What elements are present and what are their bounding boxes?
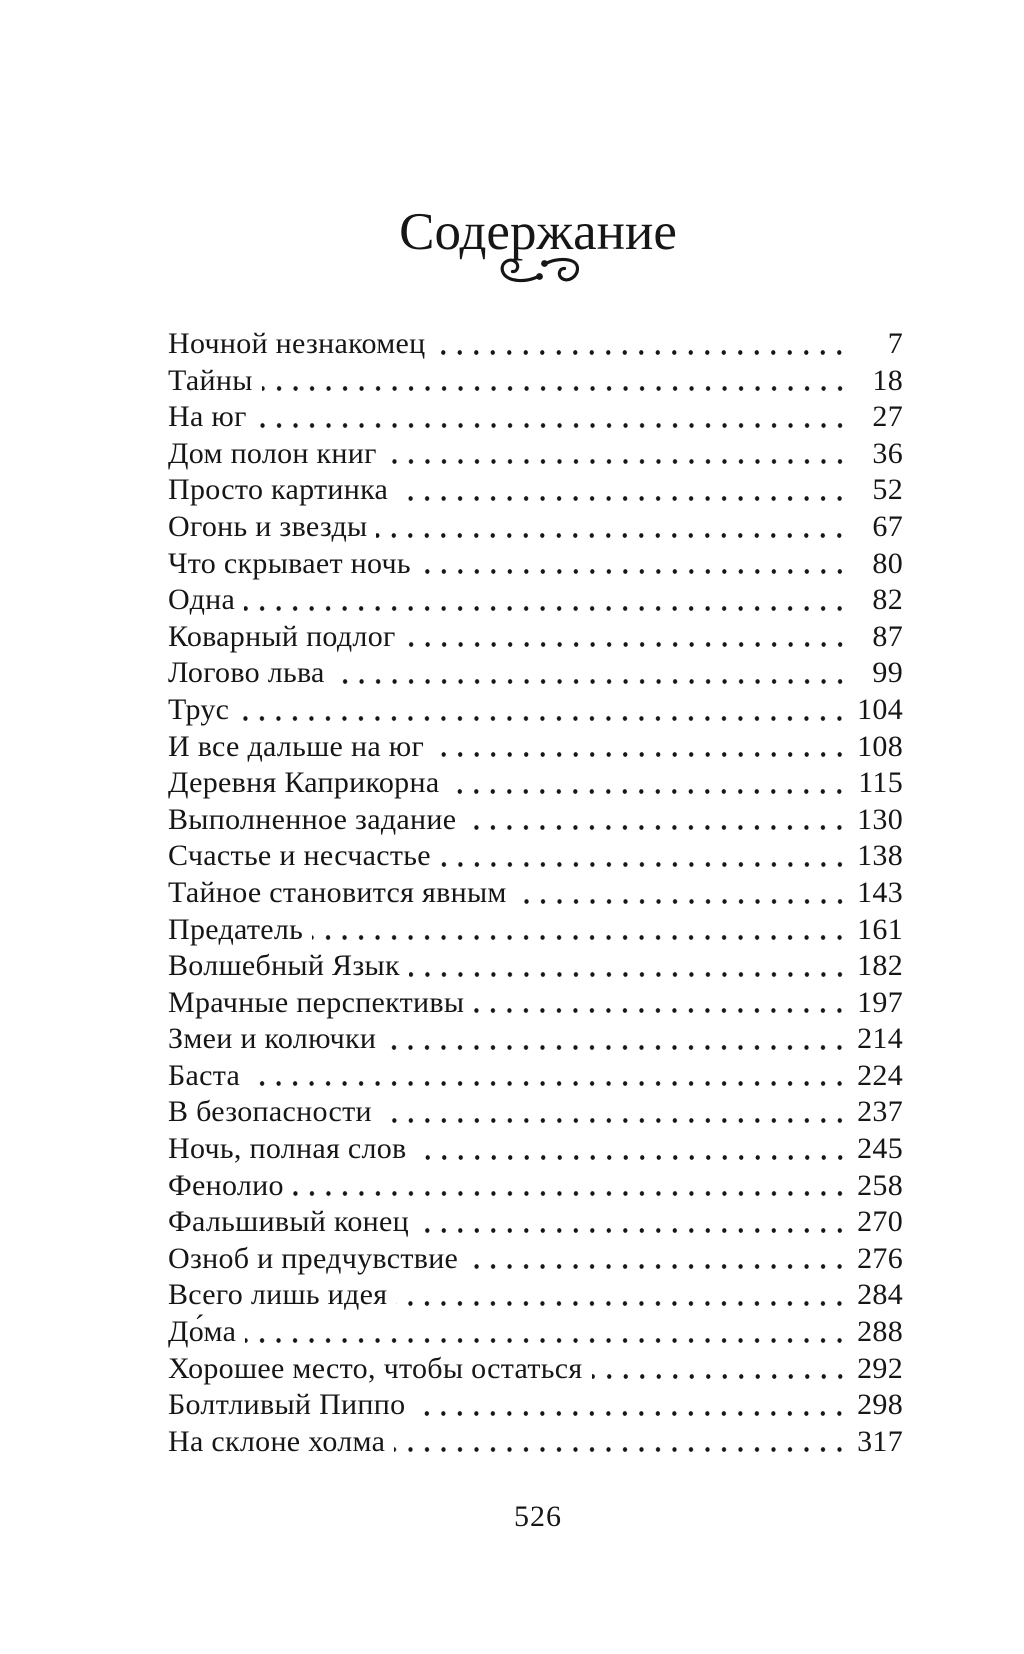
chapter-title: Просто картинка bbox=[168, 473, 389, 507]
toc-entry-row bbox=[168, 546, 903, 583]
chapter-page-number: 99 bbox=[872, 656, 903, 690]
chapter-page-number: 270 bbox=[857, 1205, 903, 1239]
dot-leader bbox=[467, 1241, 850, 1278]
chapter-page-number: 67 bbox=[872, 509, 903, 543]
toc-entry-row bbox=[168, 326, 903, 363]
chapter-page-number: 130 bbox=[857, 802, 903, 836]
chapter-title: Фенолио bbox=[168, 1168, 284, 1202]
chapter-title: Трус bbox=[168, 692, 230, 726]
dot-leader bbox=[249, 1058, 850, 1095]
chapter-title: Дом полон книг bbox=[168, 436, 377, 470]
toc-entry-row bbox=[168, 1424, 903, 1461]
dot-leader bbox=[238, 692, 850, 729]
toc-entry-row bbox=[168, 1168, 903, 1205]
toc-entry-row bbox=[168, 985, 903, 1022]
chapter-title: Хорошее место, чтобы остаться bbox=[168, 1351, 583, 1385]
chapter-page-number: 7 bbox=[887, 327, 903, 360]
toc-entry-row bbox=[168, 509, 903, 546]
toc-entry-row bbox=[168, 1277, 903, 1314]
chapter-page-number: 258 bbox=[857, 1168, 903, 1202]
toc-entry-row bbox=[168, 436, 903, 473]
chapter-page-number: 115 bbox=[858, 766, 903, 800]
page-title: Содержание bbox=[399, 202, 677, 261]
dot-leader bbox=[381, 1094, 850, 1131]
chapter-title: В безопасности bbox=[168, 1095, 372, 1129]
dot-leader bbox=[262, 363, 850, 400]
dot-leader bbox=[293, 1168, 850, 1205]
chapter-page-number: 80 bbox=[872, 546, 903, 580]
chapter-page-number: 143 bbox=[857, 875, 903, 909]
dot-leader bbox=[386, 436, 850, 473]
toc-entry-row bbox=[168, 1131, 903, 1168]
chapter-title: Счастье и несчастье bbox=[168, 839, 431, 873]
toc-entry-row bbox=[168, 1058, 903, 1095]
dot-leader bbox=[592, 1351, 851, 1388]
dot-leader bbox=[385, 1021, 850, 1058]
toc-entry-row bbox=[168, 1094, 903, 1131]
dot-leader bbox=[434, 326, 850, 363]
toc-entry-row bbox=[168, 1241, 903, 1278]
chapter-page-number: 245 bbox=[857, 1132, 903, 1166]
chapter-page-number: 27 bbox=[872, 400, 903, 434]
chapter-title: Что скрывает ночь bbox=[168, 546, 411, 580]
dot-leader bbox=[465, 802, 850, 839]
toc-entry-row bbox=[168, 765, 903, 802]
dot-leader bbox=[376, 509, 850, 546]
chapter-page-number: 288 bbox=[857, 1315, 903, 1349]
toc-entry-row bbox=[168, 1387, 903, 1424]
chapter-page-number: 104 bbox=[857, 692, 903, 726]
dot-leader bbox=[418, 1204, 850, 1241]
chapter-title: Одна bbox=[168, 583, 236, 617]
chapter-page-number: 108 bbox=[857, 729, 903, 763]
chapter-title: Волшебный Язык bbox=[168, 949, 400, 983]
chapter-page-number: 237 bbox=[857, 1095, 903, 1129]
chapter-title: И все дальше на юг bbox=[168, 729, 425, 763]
chapter-page-number: 82 bbox=[872, 583, 903, 617]
dot-leader bbox=[397, 472, 850, 509]
toc-entry-row bbox=[168, 912, 903, 949]
chapter-page-number: 298 bbox=[857, 1388, 903, 1422]
toc-entry-row bbox=[168, 1314, 903, 1351]
chapter-page-number: 214 bbox=[857, 1022, 903, 1056]
chapter-page-number: 52 bbox=[872, 473, 903, 507]
dot-leader bbox=[244, 582, 850, 619]
folio-page-number: 526 bbox=[514, 1500, 562, 1533]
chapter-page-number: 276 bbox=[857, 1241, 903, 1275]
chapter-title: Деревня Каприкорна bbox=[168, 766, 440, 800]
toc-entry-row bbox=[168, 1021, 903, 1058]
chapter-title: Фальшивый конец bbox=[168, 1205, 409, 1239]
toc-entry-row bbox=[168, 802, 903, 839]
toc-entry-row bbox=[168, 655, 903, 692]
dot-leader bbox=[420, 546, 850, 583]
toc-entry-row bbox=[168, 875, 903, 912]
dot-leader bbox=[409, 948, 850, 985]
toc-entry-row bbox=[168, 582, 903, 619]
dot-leader bbox=[405, 619, 850, 656]
flourish-ornament-icon bbox=[498, 255, 582, 290]
chapter-title: Огонь и звезды bbox=[168, 509, 368, 543]
chapter-page-number: 292 bbox=[857, 1351, 903, 1385]
chapter-title: Всего лишь идея bbox=[168, 1278, 388, 1312]
dot-leader bbox=[312, 912, 850, 949]
toc-entry-row bbox=[168, 948, 903, 985]
chapter-title: Тайны bbox=[168, 363, 253, 397]
toc-entry-row bbox=[168, 1204, 903, 1241]
dot-leader bbox=[334, 655, 850, 692]
toc-entry-row bbox=[168, 729, 903, 766]
dot-leader bbox=[394, 1424, 850, 1461]
dot-leader bbox=[396, 1277, 850, 1314]
table-of-contents bbox=[168, 326, 903, 1460]
chapter-page-number: 87 bbox=[872, 619, 903, 653]
dot-leader bbox=[433, 729, 850, 766]
toc-entry-row bbox=[168, 838, 903, 875]
chapter-title: Мрачные перспективы bbox=[168, 985, 465, 1019]
chapter-title: Змеи и колючки bbox=[168, 1022, 377, 1056]
chapter-page-number: 36 bbox=[872, 436, 903, 470]
dot-leader bbox=[414, 1387, 850, 1424]
chapter-page-number: 182 bbox=[857, 949, 903, 983]
chapter-title: Коварный подлог bbox=[168, 619, 396, 653]
dot-leader bbox=[256, 399, 850, 436]
chapter-title: Болтливый Пиппо bbox=[168, 1388, 406, 1422]
chapter-page-number: 161 bbox=[857, 912, 903, 946]
chapter-title: Тайное становится явным bbox=[168, 875, 507, 909]
dot-leader bbox=[448, 765, 850, 802]
chapter-page-number: 197 bbox=[857, 985, 903, 1019]
chapter-page-number: 138 bbox=[857, 839, 903, 873]
toc-entry-row bbox=[168, 619, 903, 656]
chapter-page-number: 284 bbox=[857, 1278, 903, 1312]
chapter-title: Озноб и предчувствие bbox=[168, 1241, 459, 1275]
chapter-title: Ночь, полная слов bbox=[168, 1132, 407, 1166]
chapter-title: Выполненное задание bbox=[168, 802, 457, 836]
toc-entry-row bbox=[168, 472, 903, 509]
chapter-page-number: 317 bbox=[857, 1424, 903, 1458]
chapter-title: Баста bbox=[168, 1058, 241, 1092]
chapter-title: До́ма bbox=[168, 1315, 237, 1349]
chapter-page-number: 18 bbox=[872, 363, 903, 397]
chapter-title: Ночной незнакомец bbox=[168, 327, 426, 360]
toc-entry-row bbox=[168, 1351, 903, 1388]
dot-leader bbox=[245, 1314, 850, 1351]
toc-entry-row bbox=[168, 399, 903, 436]
chapter-title: Логово льва bbox=[168, 656, 325, 690]
dot-leader bbox=[516, 875, 850, 912]
dot-leader bbox=[416, 1131, 850, 1168]
chapter-title: На склоне холма bbox=[168, 1424, 386, 1458]
chapter-title: На юг bbox=[168, 400, 247, 434]
dot-leader bbox=[440, 838, 850, 875]
toc-entry-row bbox=[168, 692, 903, 729]
chapter-title: Предатель bbox=[168, 912, 304, 946]
chapter-page-number: 224 bbox=[857, 1058, 903, 1092]
toc-entry-row bbox=[168, 363, 903, 400]
dot-leader bbox=[473, 985, 850, 1022]
